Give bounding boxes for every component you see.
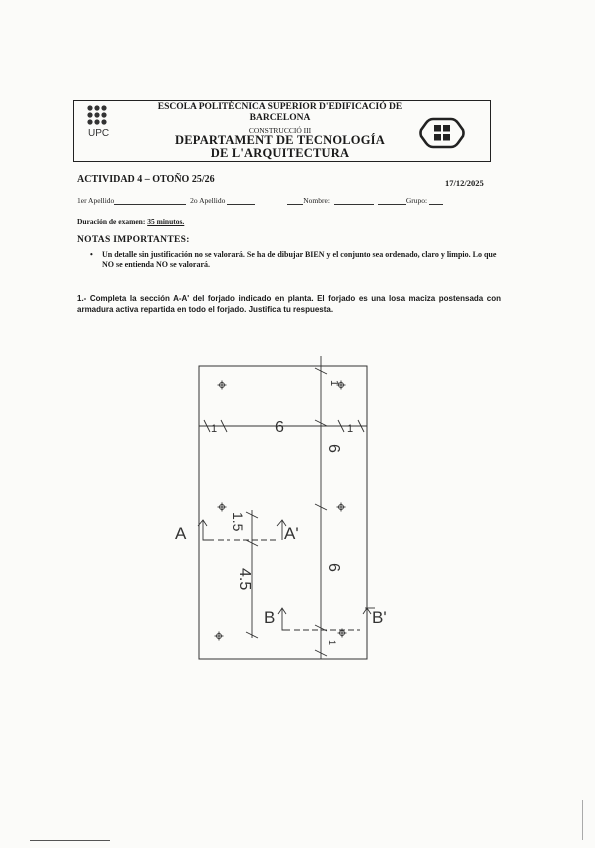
name-label: Nombre: bbox=[303, 196, 330, 205]
exam-date: 17/12/2025 bbox=[445, 178, 484, 188]
exam-title: ACTIVIDAD 4 – OTOÑO 25/26 bbox=[77, 174, 215, 185]
school-line-1: ESCOLA POLITÈCNICA SUPERIOR D'EDIFICACIÓ DE bbox=[157, 102, 403, 112]
column-icon bbox=[218, 503, 227, 512]
duration-value: 35 minutos. bbox=[147, 217, 185, 226]
section-label-b: B bbox=[264, 608, 276, 627]
column-icon bbox=[337, 503, 346, 512]
dim-left-1: 1 bbox=[211, 423, 218, 435]
dim-right-1: 1 bbox=[347, 423, 354, 435]
dim-upper-vertical-6: 6 bbox=[325, 444, 342, 453]
second-surname-label: 2o Apellido bbox=[190, 196, 226, 205]
bottom-right-mark bbox=[582, 800, 583, 840]
bullet-icon: • bbox=[90, 250, 93, 259]
column-icon bbox=[215, 632, 224, 641]
dim-lower-vertical-6: 6 bbox=[325, 563, 342, 572]
upc-logo-text: UPC bbox=[88, 128, 110, 139]
department-line-1: DEPARTAMENT DE TECNOLOGÍA bbox=[175, 133, 385, 147]
section-label-a-prime: A' bbox=[284, 524, 299, 543]
group-label: Grupo: bbox=[405, 196, 428, 205]
slab-outline bbox=[199, 366, 367, 659]
notes-item-text: Un detalle sin justificación no se valorará. Se ha de dibujar BIEN y el conjunto sea ordenado, claro y limpio. Lo que NO se entienda NO se valorará. bbox=[102, 250, 497, 269]
duration-label: Duración de examen: bbox=[77, 217, 146, 226]
dim-mid-1-5: 1.5 bbox=[230, 512, 246, 532]
department-line-2: DE L'ARQUITECTURA bbox=[210, 146, 350, 160]
dim-bottom-1: 1 bbox=[327, 640, 337, 646]
subject-name: CONSTRUCCIÓ III bbox=[248, 126, 312, 135]
school-line-2: BARCELONA bbox=[249, 113, 311, 123]
notes-heading: NOTAS IMPORTANTES: bbox=[77, 235, 190, 245]
dim-left-4-5: 4.5 bbox=[236, 568, 253, 591]
dim-top-right-1: 1 bbox=[328, 380, 340, 387]
question-1-text: 1.- Completa la sección A-A' del forjado indicado en planta. El forjado es una losa maciza postensada con armadura activa repartida en todo el forjado. Justifica tu respuesta. bbox=[77, 294, 501, 314]
section-label-b-prime: B' bbox=[372, 608, 387, 627]
section-label-a: A bbox=[175, 524, 187, 543]
column-icon bbox=[218, 381, 227, 390]
first-surname-label: 1er Apellido bbox=[77, 196, 115, 205]
dim-top-6: 6 bbox=[275, 419, 284, 436]
bottom-left-mark bbox=[30, 840, 110, 841]
